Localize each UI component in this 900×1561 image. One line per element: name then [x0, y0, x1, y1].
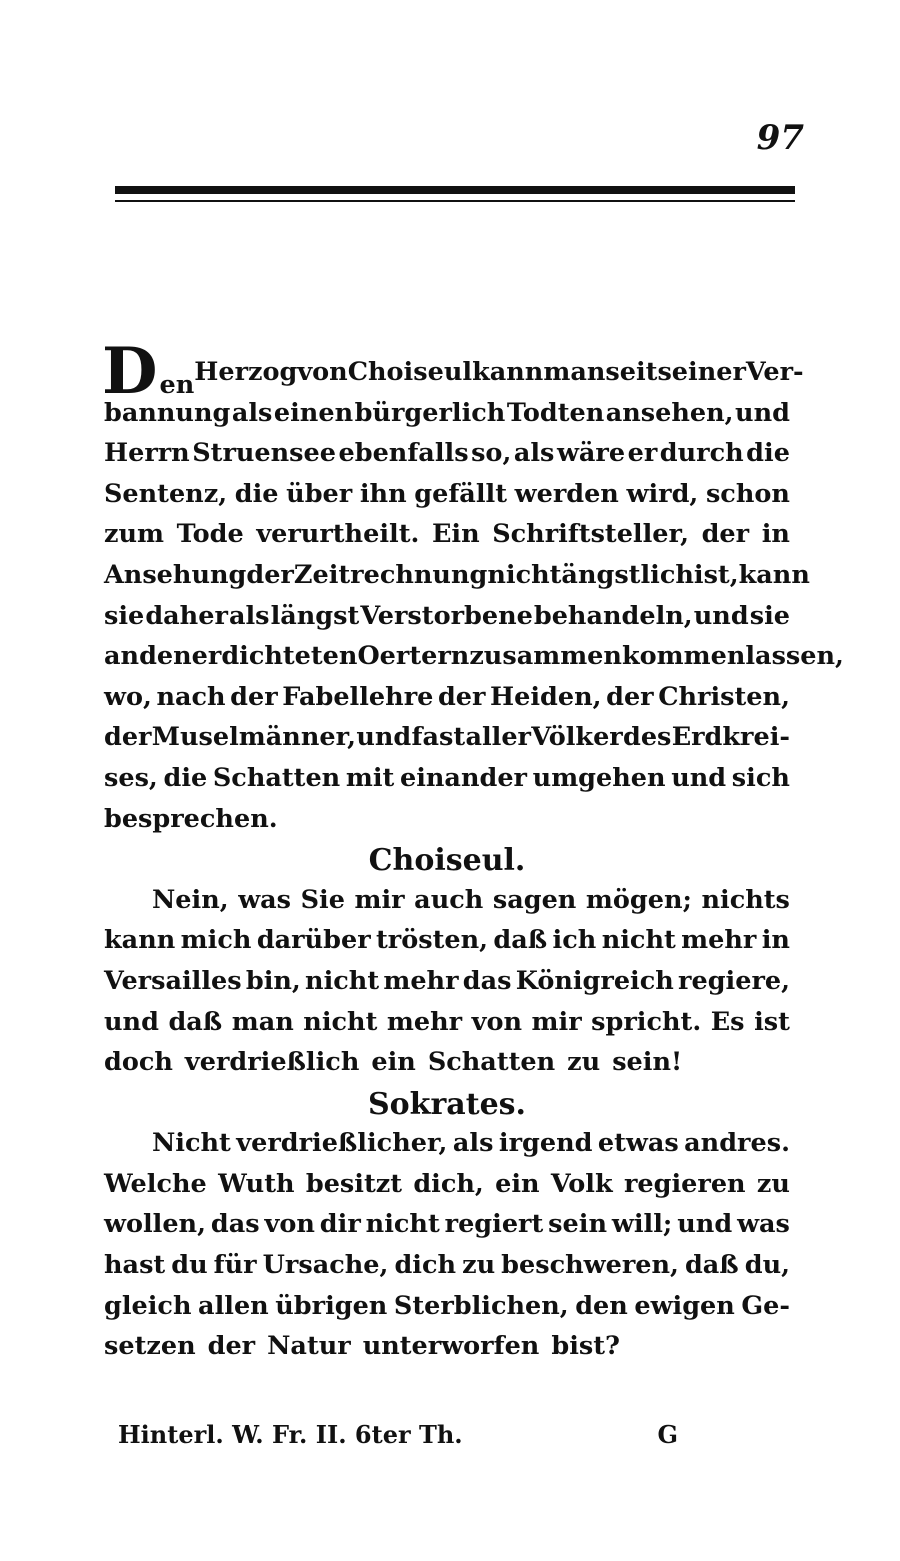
word: Wuth: [218, 1168, 295, 1199]
word: Zeitrechnung: [293, 559, 488, 590]
page-number: 97: [756, 118, 804, 158]
text-line: [104, 1002, 790, 1043]
word: mehr: [383, 965, 459, 996]
text-line: [104, 474, 790, 515]
text-line: [104, 636, 844, 677]
word: sich: [731, 762, 790, 793]
text-line: [104, 758, 790, 799]
word: besprechen.: [104, 803, 278, 834]
word: Tode: [176, 519, 244, 550]
word: übrigen: [275, 1290, 388, 1321]
text-line: [102, 334, 804, 409]
footer-signature: Hinterl. W. Fr. II. 6ter Th.: [118, 1420, 463, 1449]
word: Fabellehre: [282, 681, 434, 712]
word: dich,: [413, 1168, 484, 1199]
word: sagen: [492, 884, 577, 915]
word: sein: [548, 1209, 607, 1240]
word: als: [228, 600, 270, 631]
word: Nicht: [152, 1128, 231, 1159]
word: mich: [180, 925, 252, 956]
word: man: [231, 1006, 294, 1037]
word: dich: [394, 1250, 457, 1281]
word: kommen: [621, 641, 746, 672]
word: etwas: [597, 1128, 679, 1159]
word: einen: [273, 397, 354, 428]
word: gleich: [104, 1290, 192, 1321]
word: darüber: [256, 925, 371, 956]
word: an: [104, 641, 140, 672]
word: hast: [104, 1250, 166, 1281]
word: Sterblichen,: [393, 1290, 569, 1321]
word: und: [677, 1209, 733, 1240]
word: durch: [659, 438, 744, 469]
word: Natur: [267, 1331, 351, 1362]
word: bürgerlich: [354, 397, 506, 428]
text-line: [104, 961, 790, 1002]
text-line: [104, 433, 790, 474]
word: und: [693, 600, 749, 631]
word: den: [575, 1290, 628, 1321]
word: will;: [611, 1209, 673, 1240]
word: nach: [156, 681, 226, 712]
word: Struensee: [192, 438, 336, 469]
word: allen: [198, 1290, 269, 1321]
word: Nein,: [152, 884, 229, 915]
text-line: [104, 1204, 790, 1245]
word: sein!: [612, 1047, 683, 1078]
word: regieren: [623, 1168, 746, 1199]
word: zu: [462, 1250, 496, 1281]
word: nicht: [305, 965, 380, 996]
word: nicht: [601, 925, 676, 956]
text-line: [104, 514, 790, 555]
word: ansehen,: [605, 397, 734, 428]
word: Welche: [104, 1168, 207, 1199]
text-line: [104, 1042, 790, 1083]
word: nicht: [487, 559, 562, 590]
text-line: [104, 717, 790, 758]
word: Heiden,: [490, 681, 602, 712]
word: von: [471, 1006, 522, 1037]
word: ein: [495, 1168, 540, 1199]
word: unterworfen: [362, 1331, 540, 1362]
word: kann: [738, 559, 810, 590]
word: sie: [749, 600, 790, 631]
word: behandeln,: [533, 600, 693, 631]
word: mir: [531, 1006, 582, 1037]
word: Christen,: [658, 681, 790, 712]
word: zu: [567, 1047, 601, 1078]
word: trösten,: [376, 925, 489, 956]
word: ein: [371, 1047, 416, 1078]
word: beschweren,: [501, 1250, 679, 1281]
word: kann: [472, 357, 544, 387]
word: spricht.: [591, 1006, 702, 1037]
word: ist,: [693, 559, 739, 590]
word: daher: [145, 600, 228, 631]
word: mögen;: [585, 884, 692, 915]
word: verdrießlicher,: [236, 1128, 448, 1159]
word: als: [452, 1128, 494, 1159]
word: und: [735, 397, 790, 428]
word: in: [761, 925, 790, 956]
word: andres.: [684, 1128, 790, 1159]
word: seit: [605, 357, 658, 387]
word: Oertern: [357, 641, 470, 672]
word: Choiseul: [347, 357, 473, 387]
word: Erdkrei-: [671, 722, 790, 753]
word: Ursache,: [262, 1250, 389, 1281]
header-rule-thin: [115, 200, 795, 202]
text-line: [104, 920, 790, 961]
word: besitzt: [305, 1168, 402, 1199]
word: Ver-: [745, 357, 804, 387]
text-body: [102, 334, 844, 1367]
word: irgend: [498, 1128, 593, 1159]
word: aller: [465, 722, 531, 753]
word: ihn: [359, 478, 407, 509]
word: bannung: [104, 397, 231, 428]
word: den: [139, 641, 192, 672]
word: Verstorbene: [360, 600, 533, 631]
word: Volk: [550, 1168, 613, 1199]
word: setzen: [104, 1331, 196, 1362]
word: Todten: [506, 397, 605, 428]
word: erdichteten: [191, 641, 358, 672]
word: des: [623, 722, 672, 753]
word: ebenfalls: [338, 438, 469, 469]
word: daß: [168, 1006, 223, 1037]
word: wollen,: [104, 1209, 206, 1240]
word: und: [104, 1006, 159, 1037]
word: mir: [354, 884, 405, 915]
word: Es: [710, 1006, 745, 1037]
word: nichts: [701, 884, 790, 915]
text-line: [104, 1245, 790, 1286]
word: ewigen: [634, 1290, 735, 1321]
word: auch: [414, 884, 484, 915]
word: was: [737, 1209, 790, 1240]
word: Herrn: [104, 438, 190, 469]
word: Königreich: [515, 965, 674, 996]
word: ich: [552, 925, 597, 956]
word: die: [234, 478, 279, 509]
word: die: [163, 762, 208, 793]
text-line: [104, 799, 790, 840]
word: Schriftsteller,: [492, 519, 689, 550]
word: wäre: [556, 438, 626, 469]
word: kann: [104, 925, 176, 956]
word: der: [104, 722, 152, 753]
word: er: [627, 438, 658, 469]
word: nicht: [303, 1006, 378, 1037]
speaker-heading: Sokrates.: [368, 1086, 526, 1122]
word: Ge-: [741, 1290, 790, 1321]
word: bist?: [551, 1331, 620, 1362]
text-line: [104, 1326, 790, 1367]
word: fast: [411, 722, 466, 753]
word: verurtheilt.: [256, 519, 420, 550]
word: als: [231, 397, 273, 428]
word: der: [606, 681, 654, 712]
word: sie: [104, 600, 145, 631]
word: der: [246, 559, 294, 590]
word: mehr: [386, 1006, 463, 1037]
word: umgehen: [532, 762, 666, 793]
word: Versailles: [104, 965, 242, 996]
word: Schatten: [427, 1047, 556, 1078]
word: der: [207, 1331, 256, 1362]
word: von: [297, 357, 348, 387]
word: wird,: [626, 478, 699, 509]
word: du: [171, 1250, 208, 1281]
word: seiner: [657, 357, 746, 387]
word: du,: [744, 1250, 790, 1281]
word: Völker: [531, 722, 623, 753]
word: regiere,: [678, 965, 790, 996]
word: dir: [319, 1209, 361, 1240]
word: der: [701, 519, 750, 550]
text-line: [104, 1164, 790, 1205]
word: doch: [104, 1047, 173, 1078]
text-line: [104, 1286, 790, 1327]
footer-signature-mark: G: [657, 1420, 678, 1449]
word: von: [264, 1209, 315, 1240]
word: mit: [345, 762, 395, 793]
word: schon: [705, 478, 790, 509]
text-line: [104, 393, 790, 434]
word: ängstlich: [561, 559, 694, 590]
word: en: [159, 370, 195, 400]
word: die: [746, 438, 790, 469]
word: Sie: [300, 884, 345, 915]
word: Muselmänner,: [151, 722, 357, 753]
word: was: [238, 884, 292, 915]
word: über: [286, 478, 353, 509]
word: Schatten: [212, 762, 341, 793]
page-footer: [118, 1420, 678, 1449]
word: regiert: [444, 1209, 544, 1240]
word: als: [513, 438, 555, 469]
word: nicht: [365, 1209, 440, 1240]
word: bin,: [245, 965, 301, 996]
text-line: [104, 880, 790, 921]
word: ist: [754, 1006, 790, 1037]
word: daß: [493, 925, 548, 956]
word: zum: [104, 519, 165, 550]
word: Ansehung: [104, 559, 247, 590]
word: und: [671, 762, 727, 793]
word: Sentenz,: [104, 478, 228, 509]
word: in: [761, 519, 790, 550]
word: ses,: [104, 762, 158, 793]
word: der: [437, 681, 486, 712]
word: das: [210, 1209, 260, 1240]
word: und: [356, 722, 412, 753]
word: lassen,: [745, 641, 844, 672]
text-line: [104, 555, 810, 596]
word: wo,: [104, 681, 152, 712]
text-line: [104, 677, 790, 718]
word: längst: [270, 600, 360, 631]
word: das: [462, 965, 512, 996]
word: Ein: [431, 519, 480, 550]
word: zusammen: [469, 641, 622, 672]
speaker-heading: Choiseul.: [368, 843, 526, 879]
word: werden: [514, 478, 619, 509]
header-rule-thick: [115, 186, 795, 194]
text-line: [104, 1123, 790, 1164]
word: so,: [471, 438, 512, 469]
word: zu: [756, 1168, 790, 1199]
word: verdrießlich: [184, 1047, 360, 1078]
text-line: [104, 596, 790, 637]
drop-cap: D: [102, 334, 158, 409]
word: für: [213, 1250, 257, 1281]
word: mehr: [681, 925, 757, 956]
word: daß: [684, 1250, 739, 1281]
word: man: [543, 357, 606, 387]
word: der: [230, 681, 278, 712]
word: Herzog: [194, 357, 298, 387]
word: gefällt: [414, 478, 507, 509]
word: einander: [399, 762, 527, 793]
